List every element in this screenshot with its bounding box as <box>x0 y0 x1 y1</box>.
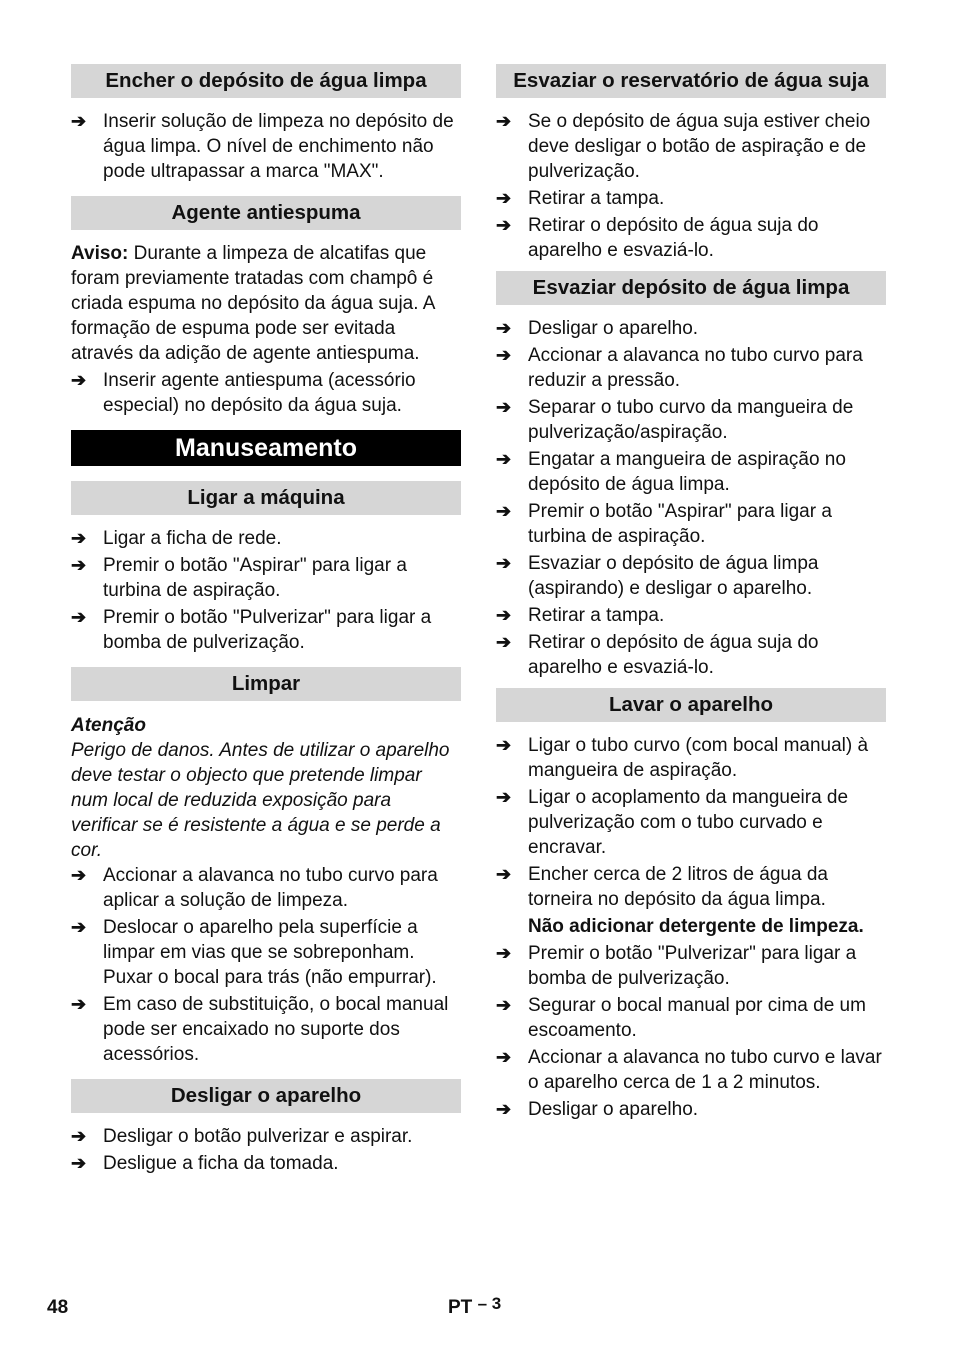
list-item: ➔ Accionar a alavanca no tubo curvo e lavar o aparelho cerca de 1 a 2 minutos. <box>496 1047 882 1093</box>
warning-title: Atenção <box>71 715 146 736</box>
arrow-right-icon: ➔ <box>496 864 512 884</box>
list-item: ➔ Separar o tubo curvo da mangueira de pulverização/aspiração. <box>496 397 854 443</box>
arrow-right-icon: ➔ <box>496 632 512 652</box>
arrow-right-icon: ➔ <box>71 865 87 885</box>
footer-language <box>448 1294 502 1319</box>
section-title-switch-on: Ligar a máquina <box>71 481 461 515</box>
arrow-right-icon: ➔ <box>496 215 512 235</box>
arrow-right-icon: ➔ <box>496 345 512 365</box>
arrow-right-icon: ➔ <box>496 1047 512 1067</box>
list-item: ➔ Desligar o aparelho. <box>496 318 699 339</box>
right-column <box>496 64 886 1124</box>
list-item: ➔ Esvaziar o depósito de água limpa (aspirando) e desligar o aparelho. <box>496 553 819 599</box>
list-item: ➔ Premir o botão "Pulverizar" para ligar a bomba de pulverização. <box>496 943 857 989</box>
arrow-right-icon: ➔ <box>71 917 87 937</box>
arrow-right-icon: ➔ <box>496 553 512 573</box>
list-item: ➔ Premir o botão "Aspirar" para ligar a turbina de aspiração. <box>71 555 407 601</box>
list-item: ➔ Inserir solução de limpeza no depósito de água limpa. O nível de enchimento não pode ultrapassar a marca "MAX". <box>71 111 454 182</box>
left-column <box>71 64 461 1178</box>
list-item: ➔ Desligar o aparelho. <box>496 1099 699 1120</box>
section-title-fill-clean-water-tank: Encher o depósito de água limpa <box>71 64 461 98</box>
arrow-right-icon: ➔ <box>496 111 512 131</box>
arrow-right-icon: ➔ <box>71 528 87 548</box>
arrow-right-icon: ➔ <box>71 607 87 627</box>
arrow-right-icon: ➔ <box>496 449 512 469</box>
chapter-title: Manuseamento <box>71 430 461 466</box>
notice-paragraph: Aviso: Durante a limpeza de alcatifas que foram previamente tratadas com champô é criada espuma no depósito da água suja. A formação de espuma pode ser evitada através da adição de agente antiespuma. <box>71 243 435 364</box>
arrow-right-icon: ➔ <box>71 994 87 1014</box>
list-item: ➔ Desligar o botão pulverizar e aspirar. <box>71 1126 413 1147</box>
list-item: ➔ Ligar o acoplamento da mangueira de pulverização com o tubo curvado e encravar. <box>496 787 849 858</box>
list-item: ➔ Premir o botão "Aspirar" para ligar a turbina de aspiração. <box>496 501 832 547</box>
list-item: ➔ Engatar a mangueira de aspiração no depósito de água limpa. <box>496 449 846 495</box>
notice-label: Aviso: <box>71 243 129 264</box>
list-item: ➔ Deslocar o aparelho pela superfície a limpar em vias que se sobreponham. Puxar o bocal para trás (não empurrar). <box>71 917 437 988</box>
list-item: ➔ Retirar o depósito de água suja do aparelho e esvaziá-lo. <box>496 632 819 678</box>
arrow-right-icon: ➔ <box>496 1099 512 1119</box>
list-item: ➔ Desligue a ficha da tomada. <box>71 1153 339 1174</box>
list-item: ➔ Encher cerca de 2 litros de água da torneira no depósito da água limpa. <box>496 864 828 910</box>
list-item: ➔ Retirar o depósito de água suja do aparelho e esvaziá-lo. <box>496 215 819 261</box>
section-title-wash-appliance: Lavar o aparelho <box>496 688 886 722</box>
list-item: ➔ Em caso de substituição, o bocal manual pode ser encaixado no suporte dos acessórios. <box>71 994 449 1065</box>
list-item: ➔ Ligar o tubo curvo (com bocal manual) à mangueira de aspiração. <box>496 735 869 781</box>
list-item: ➔ Segurar o bocal manual por cima de um escoamento. <box>496 995 866 1041</box>
section-title-empty-clean-water: Esvaziar depósito de água limpa <box>496 271 886 305</box>
arrow-right-icon: ➔ <box>71 111 87 131</box>
section-title-antifoam: Agente antiespuma <box>71 196 461 230</box>
list-item: ➔ Ligar a ficha de rede. <box>71 528 282 549</box>
warning-text: Perigo de danos. Antes de utilizar o aparelho deve testar o objecto que pretende limpar num local de reduzida exposição para verificar se é resistente a água e se perde a cor. <box>71 740 450 861</box>
list-item: ➔ Se o depósito de água suja estiver cheio deve desligar o botão de aspiração e de pulverização. <box>496 111 871 182</box>
list-item: ➔ Inserir agente antiespuma (acessório especial) no depósito da água suja. <box>71 370 416 416</box>
arrow-right-icon: ➔ <box>71 1153 87 1173</box>
list-item: ➔ Retirar a tampa. <box>496 605 665 626</box>
section-title-empty-dirty-water: Esvaziar o reservatório de água suja <box>496 64 886 98</box>
bold-note: Não adicionar detergente de limpeza. <box>528 916 864 937</box>
arrow-right-icon: ➔ <box>496 787 512 807</box>
arrow-right-icon: ➔ <box>496 605 512 625</box>
arrow-right-icon: ➔ <box>71 370 87 390</box>
section-title-switch-off: Desligar o aparelho <box>71 1079 461 1113</box>
arrow-right-icon: ➔ <box>496 943 512 963</box>
sub-page-number: – 3 <box>477 1294 502 1313</box>
list-item: ➔ Premir o botão "Pulverizar" para ligar a bomba de pulverização. <box>71 607 432 653</box>
arrow-right-icon: ➔ <box>496 501 512 521</box>
page-number: 48 <box>47 1297 69 1318</box>
section-title-clean: Limpar <box>71 667 461 701</box>
arrow-right-icon: ➔ <box>71 1126 87 1146</box>
arrow-right-icon: ➔ <box>496 735 512 755</box>
arrow-right-icon: ➔ <box>496 397 512 417</box>
list-item: ➔ Accionar a alavanca no tubo curvo para reduzir a pressão. <box>496 345 863 391</box>
list-item: ➔ Retirar a tampa. <box>496 188 665 209</box>
list-item: ➔ Accionar a alavanca no tubo curvo para aplicar a solução de limpeza. <box>71 865 438 911</box>
arrow-right-icon: ➔ <box>496 995 512 1015</box>
arrow-right-icon: ➔ <box>496 188 512 208</box>
arrow-right-icon: ➔ <box>496 318 512 338</box>
arrow-right-icon: ➔ <box>71 555 87 575</box>
language-code: PT <box>448 1297 473 1318</box>
